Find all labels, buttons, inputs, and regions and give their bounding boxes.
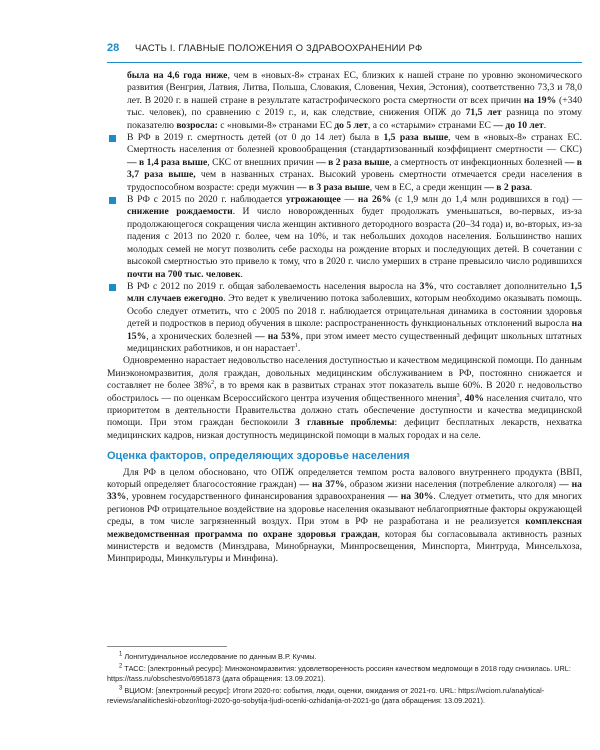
paragraph-factors: Для РФ в целом обосновано, что ОПЖ определяется темпом роста валового внутреннего продукта (ВВП, который определяет благосостояние граждан) — на 37%, образом жизни населения (потребление алкоголя) — на 33%, уровнем государственного финансирования здравоохранения — на 30%. Следует отметить, что для многих регионов РФ отрицательное воздействие на здоровье населения оказывают неблагоприятные факторы окружающей среды, в том числе загрязненный воздух. При этом в РФ не разработана и не реализуется комплексная межведомственная программа по охране здоровья граждан, которая бы согласовывала активность разных министерств и ведомств (Минздрава, Минобрнауки, Минпросвещения, Минспорта, Минтруда, Минсельхоза, Минприроды, Минкультуры и Минфина). xyxy=(107,466,582,565)
list-item: В РФ в 2019 г. смертность детей (от 0 до 14 лет) была в 1,5 раза выше, чем в «новых-8» странах ЕС. Смертность населения от болезней кровообращения (стандартизованный коэффициент смертности — СКС) — в 1,4 раза выше, СКС от внешних причин — в 2 раза выше, а смертность от инфекционных болезней — в 3,7 раза выше, чем в названных странах. Высокий уровень смертности отмечается среди населения в трудоспособном возрасте: среди мужчин — в 3 раза выше, чем в ЕС, а среди женщин — в 2 раза. xyxy=(107,132,582,194)
square-bullet-icon xyxy=(109,197,116,204)
footnote-ref: 2 xyxy=(211,379,215,386)
list-item: В РФ с 2012 по 2019 г. общая заболеваемость населения выросла на 3%, что составляет дополнительно 1,5 млн случаев ежегодно. Это ведет к увеличению потока заболевших, которым необходимо оказывать помощь. Особо следует отметить, что с 2005 по 2018 г. наблюдается отрицательная динамика в состоянии здоровья детей и подростков в период обучения в школе: распространенность функциональных отклонений выросла на 15%, а хронических болезней — на 53%, при этом имеет место существенный дефицит школьных штатных медицинских работников, и он нарастает$^1$. xyxy=(107,281,582,355)
footnote-ref: 1 xyxy=(294,342,298,349)
main-text xyxy=(107,70,582,566)
footnote-divider xyxy=(107,646,227,647)
square-bullet-icon xyxy=(109,135,116,142)
list-item-continued: была на 4,6 года ниже, чем в «новых-8» странах ЕС, близких к нашей стране по уровню экономического развития (Венгрия, Латвия, Литва, Польша, Словакия, Словения, Чехия, Эстония), соответственно 73,3 и 78,0 лет. В 2020 г. в нашей стране в результате катастрофического роста смертности от всех причин на 19% (+340 тыс. человек), по сравнению с 2019 г., и, как следствие, снижения ОПЖ до 71,5 лет разница по этому показателю возросла: с «новыми-8» странами ЕС до 5 лет, а со «старыми» странами ЕС — до 10 лет. xyxy=(127,70,583,131)
page-number: 28 xyxy=(107,42,120,54)
square-bullet-icon xyxy=(109,284,116,291)
running-title: ЧАСТЬ I. ГЛАВНЫЕ ПОЛОЖЕНИЯ О ЗДРАВООХРАНЕНИИ РФ xyxy=(135,43,423,54)
footnote-ref: 3 xyxy=(456,392,460,399)
list-item: В РФ с 2015 по 2020 г. наблюдается угрожающее — на 26% (с 1,9 млн до 1,4 млн родившихся в год) — снижение рождаемости. И число новорожденных будет продолжать уменьшаться, во-первых, из-за продолжающегося сокращения числа женщин активного детородного возраста (20–34 года) и, во-вторых, из-за падения с 2013 по 2020 г. более, чем на 10%, и так небольших доходов населения. Большинство наших молодых семей не могут позволить себе расходы на рождение вторых и последующих детей. В сочетании с высокой смертностью это привело к тому, что в 2020 г. число умерших в стране превысило число родившихся почти на 700 тыс. человек. xyxy=(107,194,582,281)
section-heading: Оценка факторов, определяющих здоровье населения xyxy=(107,450,410,463)
footnotes xyxy=(107,646,582,708)
footnote: $^1$ Лонгитудинальное исследование по данным В.Р. Кучмы. xyxy=(119,651,317,661)
paragraph-access: Одновременно нарастает недовольство населения доступностью и качеством медицинской помощи. По данным Минэкономразвития, доля граждан, довольных медицинским обслуживанием в РФ, постоянно снижается и составляет не более 38%$^2$, в то время как в развитых странах этот показатель выше 60%. В 2020 г. недовольство обострилось — по оценкам Всероссийского центра изучения общественного мнения$^3$, 40% населения считало, что приоритетом в деятельности Правительства должно стать обеспечение доступности и качества медицинской помощи. При этом граждан беспокоили 3 главные проблемы: дефицит бесплатных лекарств, нехватка медицинских кадров, низкая доступность медицинской помощи в малых городах и на селе. xyxy=(107,355,583,441)
bullet-list xyxy=(107,70,582,355)
footnote: $^3$ ВЦИОМ: [электронный ресурс]: Итоги 2020-го: события, люди, оценки, ожидания от 2021-го. URL: https://wciom.ru/analytical-reviews/analiticheskii-obzor/itogi-2020-go-sobytija-ljudi-ocenki-ozhidanija-ot-2021-go (дата обращения: 13.09.2021). xyxy=(107,685,545,705)
footnote: $^2$ ТАСС: [электронный ресурс]: Минэкономразвития: удовлетворенность россиян качеством медпомощи в 2018 году снизилась. URL: https://tass.ru/obschestvo/6951873 (дата обращения: 13.09.2021). xyxy=(107,663,571,683)
running-header xyxy=(107,40,582,63)
